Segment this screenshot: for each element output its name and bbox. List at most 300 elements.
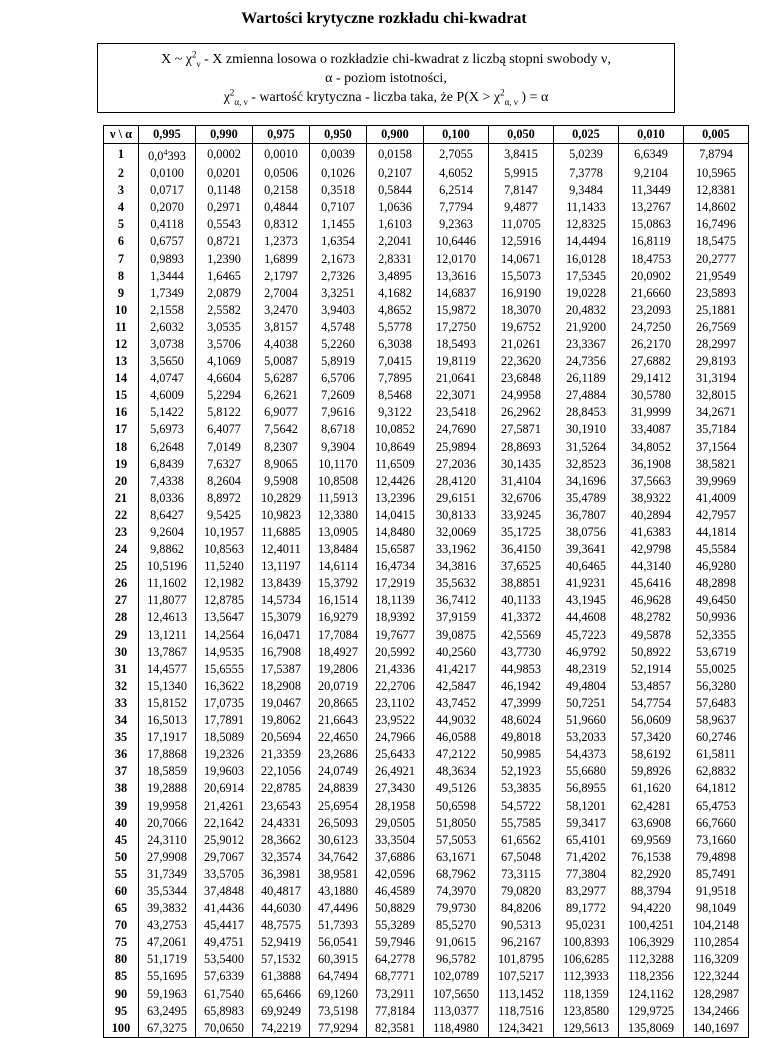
value-cell: 12,1982 <box>196 575 253 592</box>
value-cell: 20,7066 <box>139 815 196 832</box>
value-cell: 12,4426 <box>367 473 424 490</box>
value-cell: 96,2167 <box>489 934 554 951</box>
value-cell: 53,6719 <box>684 644 749 661</box>
value-cell: 123,8580 <box>554 1003 619 1020</box>
value-cell: 26,4921 <box>367 763 424 780</box>
value-cell: 76,1538 <box>619 849 684 866</box>
value-cell: 17,2919 <box>367 575 424 592</box>
value-cell: 135,8069 <box>619 1020 684 1038</box>
value-cell: 12,4011 <box>253 541 310 558</box>
nu-cell: 32 <box>104 678 139 695</box>
value-cell: 25,6433 <box>367 746 424 763</box>
value-cell: 11,1433 <box>554 199 619 216</box>
value-cell: 23,1102 <box>367 695 424 712</box>
value-cell: 9,2363 <box>424 216 489 233</box>
value-cell: 19,8062 <box>253 712 310 729</box>
value-cell: 30,5780 <box>619 387 684 404</box>
value-cell: 41,6383 <box>619 524 684 541</box>
table-row <box>104 524 749 541</box>
value-cell: 54,7754 <box>619 695 684 712</box>
value-cell: 30,1910 <box>554 421 619 438</box>
value-cell: 23,6848 <box>489 370 554 387</box>
value-cell: 29,1412 <box>619 370 684 387</box>
value-cell: 11,3449 <box>619 182 684 199</box>
value-cell: 58,9637 <box>684 712 749 729</box>
value-cell: 10,8649 <box>367 439 424 456</box>
value-cell: 52,9419 <box>253 934 310 951</box>
value-cell: 24,7690 <box>424 421 489 438</box>
value-cell: 48,7575 <box>253 917 310 934</box>
value-cell: 24,7966 <box>367 729 424 746</box>
table-row <box>104 866 749 883</box>
value-cell: 2,5582 <box>196 302 253 319</box>
value-cell: 35,5632 <box>424 575 489 592</box>
table-row <box>104 695 749 712</box>
value-cell: 43,7730 <box>489 644 554 661</box>
value-cell: 84,8206 <box>489 900 554 917</box>
value-cell: 21,0261 <box>489 336 554 353</box>
value-cell: 13,7867 <box>139 644 196 661</box>
nu-cell: 34 <box>104 712 139 729</box>
value-cell: 27,4884 <box>554 387 619 404</box>
value-cell: 19,6752 <box>489 319 554 336</box>
value-cell: 21,4336 <box>367 661 424 678</box>
value-cell: 40,2894 <box>619 507 684 524</box>
chi-square-table <box>103 125 749 1038</box>
value-cell: 3,4895 <box>367 268 424 285</box>
value-cell: 26,1189 <box>554 370 619 387</box>
value-cell: 48,6024 <box>489 712 554 729</box>
value-cell: 107,5650 <box>424 986 489 1003</box>
value-cell: 39,3832 <box>139 900 196 917</box>
value-cell: 37,9159 <box>424 609 489 626</box>
value-cell: 47,2122 <box>424 746 489 763</box>
value-cell: 30,6123 <box>310 832 367 849</box>
nu-cell: 40 <box>104 815 139 832</box>
value-cell: 59,8926 <box>619 763 684 780</box>
nu-cell: 12 <box>104 336 139 353</box>
value-cell: 101,8795 <box>489 951 554 968</box>
value-cell: 21,0641 <box>424 370 489 387</box>
value-cell: 60,2746 <box>684 729 749 746</box>
value-cell: 13,5647 <box>196 609 253 626</box>
value-cell: 54,4373 <box>554 746 619 763</box>
value-cell: 7,6327 <box>196 456 253 473</box>
alpha-header: 0,900 <box>367 126 424 144</box>
value-cell: 50,8829 <box>367 900 424 917</box>
value-cell: 8,2307 <box>253 439 310 456</box>
value-cell: 69,1260 <box>310 986 367 1003</box>
value-cell: 5,2294 <box>196 387 253 404</box>
value-cell: 90,5313 <box>489 917 554 934</box>
value-cell: 113,0377 <box>424 1003 489 1020</box>
value-cell: 24,0749 <box>310 763 367 780</box>
value-cell: 1,2390 <box>196 250 253 267</box>
value-cell: 53,4857 <box>619 678 684 695</box>
value-cell: 1,6465 <box>196 268 253 285</box>
table-row <box>104 780 749 797</box>
value-cell: 25,9894 <box>424 439 489 456</box>
table-row <box>104 353 749 370</box>
value-cell: 19,8119 <box>424 353 489 370</box>
value-cell: 42,7957 <box>684 507 749 524</box>
value-cell: 79,4898 <box>684 849 749 866</box>
value-cell: 6,6349 <box>619 144 684 166</box>
value-cell: 140,1697 <box>684 1020 749 1038</box>
nu-cell: 20 <box>104 473 139 490</box>
value-cell: 0,0506 <box>253 165 310 182</box>
value-cell: 1,1455 <box>310 216 367 233</box>
value-cell: 85,5270 <box>424 917 489 934</box>
nu-cell: 70 <box>104 917 139 934</box>
value-cell: 20,2777 <box>684 250 749 267</box>
value-cell: 19,2326 <box>196 746 253 763</box>
value-cell: 79,0820 <box>489 883 554 900</box>
value-cell: 2,7326 <box>310 268 367 285</box>
value-cell: 47,2061 <box>139 934 196 951</box>
value-cell: 28,4120 <box>424 473 489 490</box>
nu-cell: 14 <box>104 370 139 387</box>
value-cell: 29,7067 <box>196 849 253 866</box>
value-cell: 38,8851 <box>489 575 554 592</box>
value-cell: 74,2219 <box>253 1020 310 1038</box>
value-cell: 52,1914 <box>619 661 684 678</box>
value-cell: 46,9280 <box>684 558 749 575</box>
value-cell: 0,8721 <box>196 233 253 250</box>
value-cell: 61,7540 <box>196 986 253 1003</box>
value-cell: 42,5569 <box>489 627 554 644</box>
value-cell: 36,3981 <box>253 866 310 883</box>
value-cell: 43,1880 <box>310 883 367 900</box>
value-cell: 14,0415 <box>367 507 424 524</box>
table-row <box>104 644 749 661</box>
value-cell: 7,0149 <box>196 439 253 456</box>
value-cell: 21,3359 <box>253 746 310 763</box>
table-row <box>104 319 749 336</box>
value-cell: 53,2033 <box>554 729 619 746</box>
value-cell: 31,3194 <box>684 370 749 387</box>
nu-cell: 27 <box>104 592 139 609</box>
value-cell: 9,5425 <box>196 507 253 524</box>
table-row <box>104 627 749 644</box>
value-cell: 15,5073 <box>489 268 554 285</box>
value-cell: 118,7516 <box>489 1003 554 1020</box>
nu-cell: 1 <box>104 144 139 166</box>
value-cell: 0,0002 <box>196 144 253 166</box>
value-cell: 5,9915 <box>489 165 554 182</box>
value-cell: 48,3634 <box>424 763 489 780</box>
value-cell: 35,1725 <box>489 524 554 541</box>
value-cell: 16,7908 <box>253 644 310 661</box>
value-cell: 19,9603 <box>196 763 253 780</box>
value-cell: 4,6604 <box>196 370 253 387</box>
value-cell: 118,4980 <box>424 1020 489 1038</box>
value-cell: 7,7895 <box>367 370 424 387</box>
value-cell: 20,0902 <box>619 268 684 285</box>
value-cell: 18,5475 <box>684 233 749 250</box>
value-cell: 55,0025 <box>684 661 749 678</box>
table-row <box>104 439 749 456</box>
value-cell: 68,7962 <box>424 866 489 883</box>
value-cell: 66,7660 <box>684 815 749 832</box>
value-cell: 22,8785 <box>253 780 310 797</box>
value-cell: 0,0201 <box>196 165 253 182</box>
value-cell: 16,8119 <box>619 233 684 250</box>
value-cell: 3,8157 <box>253 319 310 336</box>
value-cell: 40,4817 <box>253 883 310 900</box>
definition-line-1: X ~ $\chi^2_\nu$ - X zmienna losowa o rozkładzie chi-kwadrat z liczbą stopni swobody ν, <box>161 49 611 69</box>
nu-cell: 16 <box>104 404 139 421</box>
definition-line-2: α - poziom istotności, <box>325 71 447 86</box>
value-cell: 89,1772 <box>554 900 619 917</box>
value-cell: 0,4844 <box>253 199 310 216</box>
value-cell: 16,9190 <box>489 285 554 302</box>
value-cell: 129,5613 <box>554 1020 619 1038</box>
value-cell: 32,8015 <box>684 387 749 404</box>
value-cell: 13,8439 <box>253 575 310 592</box>
value-cell: 61,6562 <box>489 832 554 849</box>
value-cell: 4,4038 <box>253 336 310 353</box>
value-cell: 6,5706 <box>310 370 367 387</box>
value-cell: 11,5240 <box>196 558 253 575</box>
value-cell: 10,8563 <box>196 541 253 558</box>
nu-cell: 35 <box>104 729 139 746</box>
value-cell: 7,8147 <box>489 182 554 199</box>
value-cell: 69,9249 <box>253 1003 310 1020</box>
value-cell: 57,6483 <box>684 695 749 712</box>
table-row <box>104 1020 749 1038</box>
value-cell: 41,4436 <box>196 900 253 917</box>
value-cell: 118,2356 <box>619 968 684 985</box>
value-cell: 0,2971 <box>196 199 253 216</box>
value-cell: 50,9985 <box>489 746 554 763</box>
value-cell: 44,9032 <box>424 712 489 729</box>
value-cell: 61,3888 <box>253 968 310 985</box>
nu-cell: 45 <box>104 832 139 849</box>
value-cell: 14,8480 <box>367 524 424 541</box>
table-row <box>104 507 749 524</box>
value-cell: 8,5468 <box>367 387 424 404</box>
table-row <box>104 370 749 387</box>
value-cell: 19,9958 <box>139 797 196 814</box>
value-cell: 73,3115 <box>489 866 554 883</box>
value-cell: 59,7946 <box>367 934 424 951</box>
value-cell: 3,5650 <box>139 353 196 370</box>
value-cell: 19,0467 <box>253 695 310 712</box>
value-cell: 91,0615 <box>424 934 489 951</box>
value-cell: 77,8184 <box>367 1003 424 1020</box>
value-cell: 40,6465 <box>554 558 619 575</box>
table-row <box>104 746 749 763</box>
value-cell: 6,9077 <box>253 404 310 421</box>
value-cell: 29,6151 <box>424 490 489 507</box>
value-cell: 32,6706 <box>489 490 554 507</box>
value-cell: 91,9518 <box>684 883 749 900</box>
table-row <box>104 216 749 233</box>
value-cell: 48,2782 <box>619 609 684 626</box>
corner-header: ν \ α <box>104 126 139 144</box>
value-cell: 24,3110 <box>139 832 196 849</box>
nu-cell: 22 <box>104 507 139 524</box>
value-cell: 23,2686 <box>310 746 367 763</box>
value-cell: 48,2319 <box>554 661 619 678</box>
table-row <box>104 763 749 780</box>
nu-cell: 11 <box>104 319 139 336</box>
value-cell: 9,8862 <box>139 541 196 558</box>
value-cell: 63,6908 <box>619 815 684 832</box>
value-cell: 64,1812 <box>684 780 749 797</box>
value-cell: 44,6030 <box>253 900 310 917</box>
nu-cell: 13 <box>104 353 139 370</box>
value-cell: 54,5722 <box>489 797 554 814</box>
value-cell: 110,2854 <box>684 934 749 951</box>
alpha-header: 0,050 <box>489 126 554 144</box>
value-cell: 1,7349 <box>139 285 196 302</box>
value-cell: 4,6052 <box>424 165 489 182</box>
table-row <box>104 968 749 985</box>
value-cell: 46,4589 <box>367 883 424 900</box>
value-cell: 13,3616 <box>424 268 489 285</box>
value-cell: 42,0596 <box>367 866 424 883</box>
value-cell: 17,0735 <box>196 695 253 712</box>
value-cell: 10,2829 <box>253 490 310 507</box>
nu-cell: 95 <box>104 1003 139 1020</box>
value-cell: 34,8052 <box>619 439 684 456</box>
table-row <box>104 558 749 575</box>
value-cell: 116,3209 <box>684 951 749 968</box>
nu-cell: 55 <box>104 866 139 883</box>
value-cell: 38,9322 <box>619 490 684 507</box>
value-cell: 0,7107 <box>310 199 367 216</box>
value-cell: 25,9012 <box>196 832 253 849</box>
value-cell: 1,0636 <box>367 199 424 216</box>
nu-cell: 33 <box>104 695 139 712</box>
value-cell: 6,8439 <box>139 456 196 473</box>
value-cell: 0,5844 <box>367 182 424 199</box>
table-row <box>104 883 749 900</box>
value-cell: 11,8077 <box>139 592 196 609</box>
value-cell: 18,1139 <box>367 592 424 609</box>
nu-cell: 60 <box>104 883 139 900</box>
value-cell: 12,5916 <box>489 233 554 250</box>
value-cell: 20,5992 <box>367 644 424 661</box>
nu-cell: 50 <box>104 849 139 866</box>
table-row <box>104 336 749 353</box>
value-cell: 0,5543 <box>196 216 253 233</box>
value-cell: 43,7452 <box>424 695 489 712</box>
nu-cell: 28 <box>104 609 139 626</box>
value-cell: 128,2987 <box>684 986 749 1003</box>
value-cell: 58,1201 <box>554 797 619 814</box>
value-cell: 7,9616 <box>310 404 367 421</box>
value-cell: 61,5811 <box>684 746 749 763</box>
value-cell: 67,5048 <box>489 849 554 866</box>
value-cell: 23,3367 <box>554 336 619 353</box>
value-cell: 70,0650 <box>196 1020 253 1038</box>
value-cell: 56,3280 <box>684 678 749 695</box>
value-cell: 7,7794 <box>424 199 489 216</box>
value-cell: 15,6587 <box>367 541 424 558</box>
value-cell: 2,1797 <box>253 268 310 285</box>
value-cell: 46,9792 <box>554 644 619 661</box>
value-cell: 28,8453 <box>554 404 619 421</box>
chi-square-table-wrapper <box>103 125 749 1038</box>
value-cell: 15,8152 <box>139 695 196 712</box>
value-cell: 16,0128 <box>554 250 619 267</box>
nu-cell: 9 <box>104 285 139 302</box>
value-cell: 22,3620 <box>489 353 554 370</box>
nu-cell: 30 <box>104 644 139 661</box>
nu-cell: 85 <box>104 968 139 985</box>
value-cell: 3,5706 <box>196 336 253 353</box>
value-cell: 55,3289 <box>367 917 424 934</box>
value-cell: 33,3504 <box>367 832 424 849</box>
value-cell: 17,1917 <box>139 729 196 746</box>
value-cell: 16,3622 <box>196 678 253 695</box>
table-row <box>104 404 749 421</box>
value-cell: 6,4077 <box>196 421 253 438</box>
table-row <box>104 165 749 182</box>
value-cell: 50,6598 <box>424 797 489 814</box>
value-cell: 48,2898 <box>684 575 749 592</box>
value-cell: 0,0717 <box>139 182 196 199</box>
value-cell: 15,9872 <box>424 302 489 319</box>
value-cell: 11,6885 <box>253 524 310 541</box>
value-cell: 0,2158 <box>253 182 310 199</box>
value-cell: 30,8133 <box>424 507 489 524</box>
value-cell: 10,6446 <box>424 233 489 250</box>
value-cell: 49,4804 <box>554 678 619 695</box>
value-cell: 0,8312 <box>253 216 310 233</box>
value-cell: 7,2609 <box>310 387 367 404</box>
value-cell: 9,3484 <box>554 182 619 199</box>
value-cell: 9,4877 <box>489 199 554 216</box>
value-cell: 24,7356 <box>554 353 619 370</box>
value-cell: 12,3380 <box>310 507 367 524</box>
value-cell: 16,9279 <box>310 609 367 626</box>
value-cell: 2,1558 <box>139 302 196 319</box>
value-cell: 13,1197 <box>253 558 310 575</box>
value-cell: 67,3275 <box>139 1020 196 1038</box>
value-cell: 56,0609 <box>619 712 684 729</box>
nu-cell: 2 <box>104 165 139 182</box>
value-cell: 63,1671 <box>424 849 489 866</box>
value-cell: 41,4009 <box>684 490 749 507</box>
value-cell: 44,1814 <box>684 524 749 541</box>
nu-cell: 19 <box>104 456 139 473</box>
header-row <box>104 126 749 144</box>
value-cell: 10,0852 <box>367 421 424 438</box>
nu-cell: 7 <box>104 250 139 267</box>
nu-cell: 15 <box>104 387 139 404</box>
value-cell: 4,1069 <box>196 353 253 370</box>
nu-cell: 18 <box>104 439 139 456</box>
value-cell: 12,4613 <box>139 609 196 626</box>
value-cell: $0,0^4393$ <box>139 144 196 166</box>
value-cell: 12,0170 <box>424 250 489 267</box>
value-cell: 36,4150 <box>489 541 554 558</box>
table-row <box>104 832 749 849</box>
value-cell: 11,6509 <box>367 456 424 473</box>
value-cell: 77,9294 <box>310 1020 367 1038</box>
value-cell: 7,8794 <box>684 144 749 166</box>
nu-cell: 21 <box>104 490 139 507</box>
value-cell: 10,9823 <box>253 507 310 524</box>
value-cell: 1,6103 <box>367 216 424 233</box>
value-cell: 98,1049 <box>684 900 749 917</box>
value-cell: 49,6450 <box>684 592 749 609</box>
value-cell: 21,4261 <box>196 797 253 814</box>
